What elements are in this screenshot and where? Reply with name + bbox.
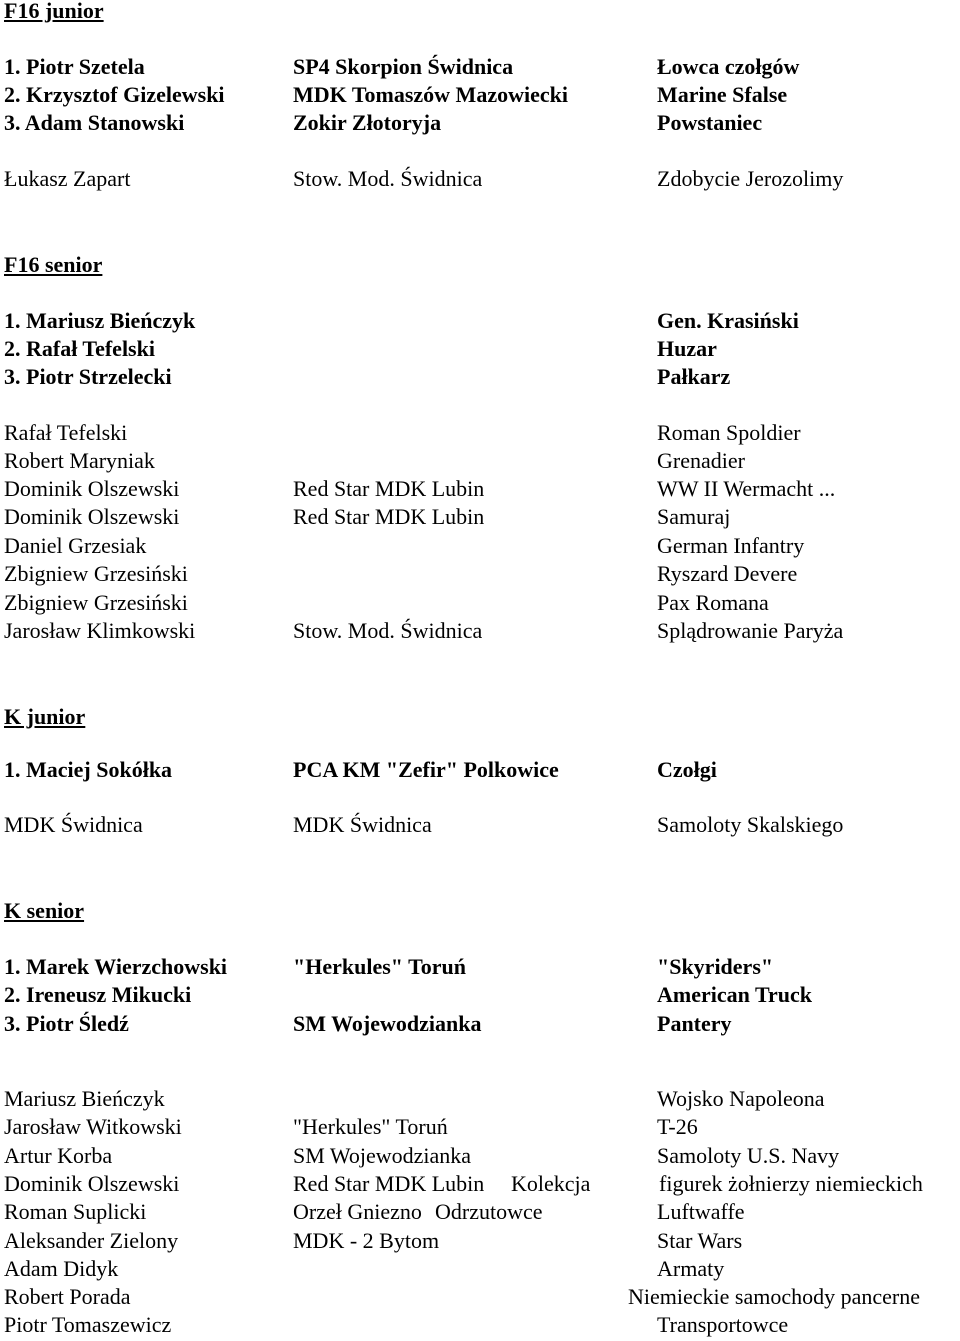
participant-name: 1. Marek Wierzchowski <box>4 954 228 979</box>
model-title: Roman Spoldier <box>657 420 801 445</box>
participant-name: Piotr Tomaszewicz <box>4 1312 172 1337</box>
club-name: Red Star MDK Lubin <box>293 476 485 501</box>
participant-name: Rafał Tefelski <box>4 420 128 445</box>
model-title: Armaty <box>657 1256 725 1281</box>
distinction-row <box>0 1170 960 1198</box>
participant-name: Łukasz Zapart <box>4 166 131 191</box>
distinction-row <box>0 419 960 447</box>
club-name: "Herkules" Toruń <box>293 954 466 979</box>
participant-name: Roman Suplicki <box>4 1199 147 1224</box>
participant-name: 3. Piotr Śledź <box>4 1011 129 1036</box>
club-name: Zokir Złotoryja <box>293 110 442 135</box>
club-name: MDK - 2 Bytom <box>293 1228 440 1253</box>
model-title: figurek żołnierzy niemieckich <box>659 1171 923 1196</box>
model-title: T-26 <box>657 1114 698 1139</box>
distinction-row <box>0 1198 960 1226</box>
club-extra-text: Kolekcja <box>511 1171 591 1196</box>
participant-name: 1. Piotr Szetela <box>4 54 145 79</box>
award-row <box>0 109 960 137</box>
participant-name: Adam Didyk <box>4 1256 119 1281</box>
distinction-row <box>0 447 960 475</box>
award-row <box>0 363 960 391</box>
model-title: Pax Romana <box>657 590 769 615</box>
model-title: Samoloty U.S. Navy <box>657 1143 840 1168</box>
club-name: PCA KM "Zefir" Polkowice <box>293 757 559 782</box>
club-name: SP4 Skorpion Świdnica <box>293 54 514 79</box>
club-name: Red Star MDK Lubin <box>293 504 485 529</box>
model-title: Powstaniec <box>657 110 763 135</box>
model-title: Gen. Krasiński <box>657 308 799 333</box>
section-heading-k-senior: K senior <box>4 898 85 923</box>
model-title: Splądrowanie Paryża <box>657 618 844 643</box>
model-title: Zdobycie Jerozolimy <box>657 166 844 191</box>
section-heading-f16-junior: F16 junior <box>4 0 104 23</box>
distinction-row <box>0 1142 960 1170</box>
participant-name: 3. Piotr Strzelecki <box>4 364 172 389</box>
award-row <box>0 53 960 81</box>
club-name: "Herkules" Toruń <box>293 1114 448 1139</box>
model-title: Łowca czołgów <box>657 54 800 79</box>
section-heading-k-junior: K junior <box>4 704 86 729</box>
distinction-row <box>0 1227 960 1255</box>
participant-name: 2. Ireneusz Mikucki <box>4 982 192 1007</box>
model-title: American Truck <box>657 982 812 1007</box>
club-name: Red Star MDK Lubin <box>293 1171 485 1196</box>
distinction-row <box>0 532 960 560</box>
model-title: Ryszard Devere <box>657 561 798 586</box>
model-title: Czołgi <box>657 757 717 782</box>
distinction-row <box>0 503 960 531</box>
award-row <box>0 756 960 784</box>
award-row <box>0 307 960 335</box>
club-name: Stow. Mod. Świdnica <box>293 618 483 643</box>
distinction-row <box>0 617 960 645</box>
award-row <box>0 335 960 363</box>
distinction-row <box>0 1311 960 1339</box>
distinction-row <box>0 165 960 193</box>
distinction-row <box>0 811 960 839</box>
participant-name: Robert Maryniak <box>4 448 155 473</box>
participant-name: Dominik Olszewski <box>4 476 180 501</box>
model-title: Samoloty Skalskiego <box>657 812 844 837</box>
section-heading-f16-senior: F16 senior <box>4 252 103 277</box>
model-title: WW II Wermacht ... <box>657 476 836 501</box>
participant-name: Dominik Olszewski <box>4 504 180 529</box>
model-title: "Skyriders" <box>657 954 774 979</box>
distinction-row <box>0 1113 960 1141</box>
club-name: SM Wojewodzianka <box>293 1143 472 1168</box>
award-row <box>0 953 960 981</box>
participant-name: 1. Mariusz Bieńczyk <box>4 308 196 333</box>
participant-name: 1. Maciej Sokółka <box>4 757 173 782</box>
model-title: Luftwaffe <box>657 1199 745 1224</box>
participant-name: Aleksander Zielony <box>4 1228 179 1253</box>
club-name: SM Wojewodzianka <box>293 1011 482 1036</box>
model-title: Pantery <box>657 1011 732 1036</box>
participant-name: Artur Korba <box>4 1143 113 1168</box>
club-name: MDK Tomaszów Mazowiecki <box>293 82 568 107</box>
participant-name: Zbigniew Grzesiński <box>4 561 188 586</box>
participant-name: 2. Rafał Tefelski <box>4 336 155 361</box>
participant-name: 3. Adam Stanowski <box>4 110 185 135</box>
participant-name: Daniel Grzesiak <box>4 533 147 558</box>
club-extra-text: Odrzutowce <box>435 1199 543 1224</box>
model-title: Huzar <box>657 336 717 361</box>
model-title: German Infantry <box>657 533 805 558</box>
model-title: Grenadier <box>657 448 745 473</box>
model-title: Transportowce <box>657 1312 789 1337</box>
club-name: Stow. Mod. Świdnica <box>293 166 483 191</box>
award-row <box>0 81 960 109</box>
distinction-row <box>0 475 960 503</box>
participant-name: Zbigniew Grzesiński <box>4 590 188 615</box>
participant-name: Jarosław Klimkowski <box>4 618 196 643</box>
model-title: Niemieckie samochody pancerne <box>628 1284 920 1309</box>
model-title: Wojsko Napoleona <box>657 1086 825 1111</box>
distinction-row <box>0 1085 960 1113</box>
model-title: Samuraj <box>657 504 731 529</box>
model-title: Star Wars <box>657 1228 743 1253</box>
participant-name: Dominik Olszewski <box>4 1171 180 1196</box>
participant-name: MDK Świdnica <box>4 812 143 837</box>
distinction-row <box>0 1255 960 1283</box>
club-name: Orzeł Gniezno <box>293 1199 422 1224</box>
club-name: MDK Świdnica <box>293 812 432 837</box>
distinction-row <box>0 589 960 617</box>
distinction-row <box>0 560 960 588</box>
award-row <box>0 981 960 1009</box>
distinction-row <box>0 1283 960 1311</box>
award-row <box>0 1010 960 1038</box>
model-title: Marine Sfalse <box>657 82 788 107</box>
participant-name: Jarosław Witkowski <box>4 1114 182 1139</box>
participant-name: Robert Porada <box>4 1284 131 1309</box>
model-title: Pałkarz <box>657 364 731 389</box>
participant-name: Mariusz Bieńczyk <box>4 1086 165 1111</box>
participant-name: 2. Krzysztof Gizelewski <box>4 82 225 107</box>
